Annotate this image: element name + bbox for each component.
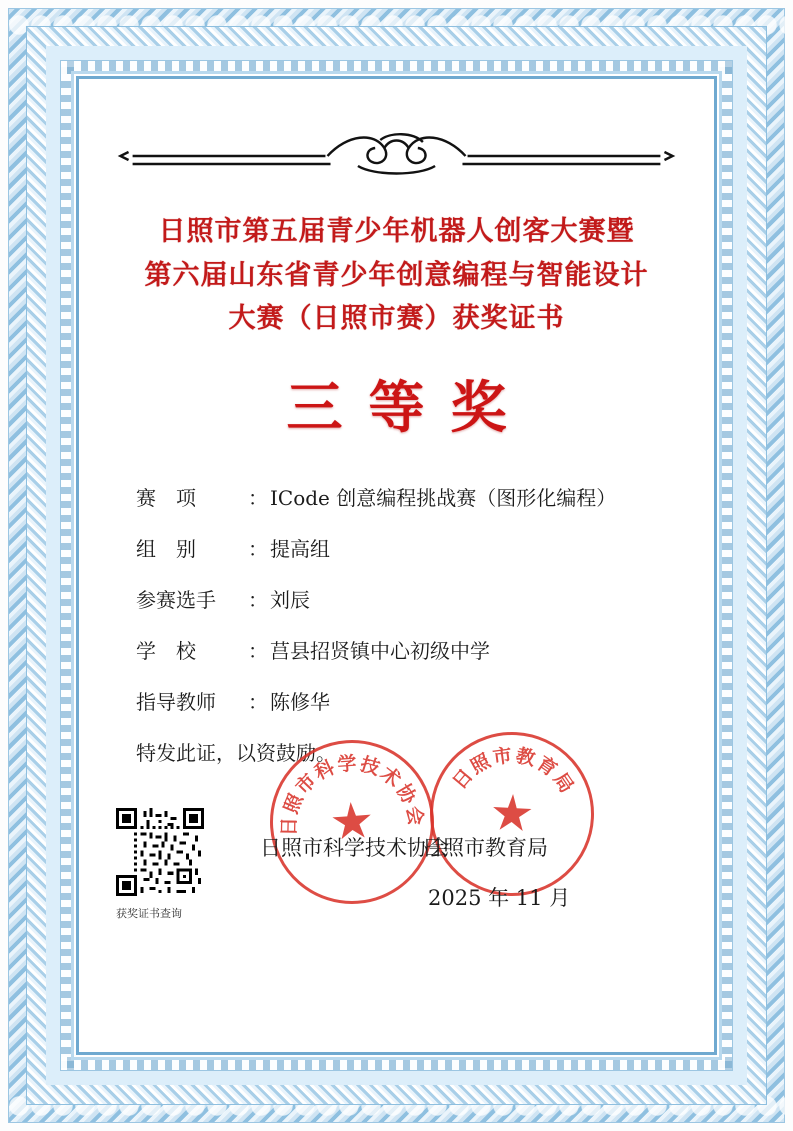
title-line-1: 日照市第五届青少年机器人创客大赛暨 [158, 216, 635, 247]
svg-text:日照市科学技术协会 [273, 747, 429, 838]
field-row-participant [136, 584, 667, 613]
issuer-name-1: 日照市科学技术协会 [260, 836, 449, 860]
field-colon-school: ： [248, 639, 268, 663]
title-line-2: 第六届山东省青少年创意编程与智能设计 [144, 259, 649, 291]
seal-arc-text-1 [268, 738, 437, 907]
svg-text:日照市教育局 [448, 740, 581, 799]
field-value-school: 莒县招贤镇中心初级中学 [270, 639, 490, 663]
closing-note: 特发此证，以资鼓励。 [136, 741, 336, 765]
seal-education-bureau [426, 728, 598, 900]
field-label-group: 组 别 [136, 537, 196, 561]
field-row-school [136, 635, 667, 664]
field-colon-event: ： [248, 486, 268, 510]
seal-arc-label-1: 日照市科学技术协会 [278, 752, 428, 837]
field-colon-group: ： [248, 537, 268, 561]
field-value-group: 提高组 [270, 537, 330, 561]
qr-code-caption: 获奖证书查询 [116, 907, 182, 920]
field-colon-participant: ： [248, 588, 268, 612]
seal-arc-label-2: 日照市教育局 [448, 744, 579, 799]
qr-code-icon[interactable] [116, 808, 204, 896]
field-row-event [136, 482, 667, 511]
certificate-paper [92, 92, 701, 1039]
field-value-participant: 刘辰 [270, 588, 310, 612]
ornament-flourish-icon [92, 122, 701, 186]
field-row-group [136, 533, 667, 562]
field-label-school: 学 校 [136, 639, 196, 663]
field-value-event: ICode 创意编程挑战赛（图形化编程） [270, 486, 617, 510]
field-row-instructor [136, 686, 667, 715]
field-value-instructor: 陈修华 [270, 690, 330, 714]
seal-arc-text-2 [429, 731, 595, 897]
certificate-title [92, 210, 701, 341]
issue-date: 2025 年 11 月 [428, 886, 571, 910]
certificate-fields [136, 482, 667, 766]
field-label-event: 赛 项 [136, 486, 196, 510]
top-ornament [92, 122, 701, 186]
field-label-participant: 参赛选手 [136, 588, 216, 612]
title-line-3: 大赛（日照市赛）获奖证书 [228, 303, 565, 335]
issuer-name-2: 日照市教育局 [422, 836, 548, 860]
seal-science-association [264, 734, 439, 909]
field-label-instructor: 指导教师 [136, 690, 216, 714]
award-level: 三等奖 [286, 375, 533, 441]
field-colon-instructor: ： [248, 690, 268, 714]
qr-code-block[interactable] [116, 808, 208, 921]
